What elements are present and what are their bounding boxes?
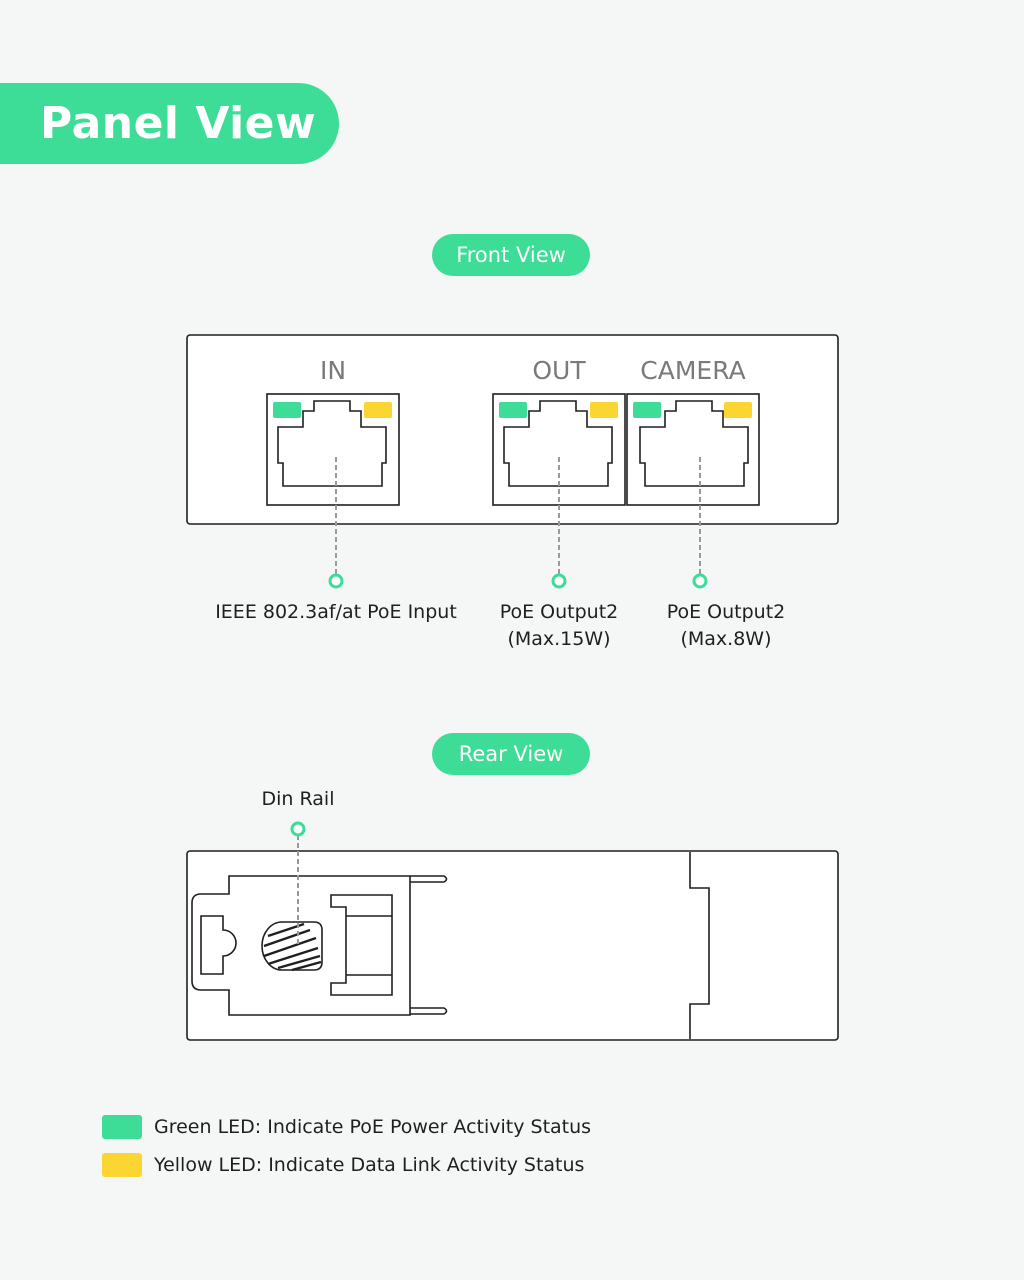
yellow-led: [364, 402, 392, 418]
green-led: [273, 402, 301, 418]
callout-in: IEEE 802.3af/at PoE Input: [215, 601, 457, 623]
rear-panel: [187, 788, 838, 1040]
legend-green-text: Green LED: Indicate PoE Power Activity Status: [154, 1116, 592, 1138]
port-camera-label: CAMERA: [640, 356, 746, 385]
green-led: [499, 402, 527, 418]
port-out-label: OUT: [532, 356, 586, 385]
din-rail-clip: [192, 876, 447, 1015]
yellow-led: [724, 402, 752, 418]
yellow-led: [590, 402, 618, 418]
rear-view-label: Rear View: [432, 733, 590, 775]
green-swatch: [102, 1115, 142, 1139]
legend-item-yellow: [102, 1152, 802, 1178]
port-camera: [627, 356, 759, 505]
section-title: Panel View: [40, 98, 317, 149]
port-in-label: IN: [319, 356, 347, 385]
callout-dot: [694, 575, 706, 587]
callout-dot: [553, 575, 565, 587]
callout-dot: [292, 823, 304, 835]
yellow-swatch: [102, 1153, 142, 1177]
callout-out-line2: (Max.15W): [507, 628, 611, 650]
callout-dot: [330, 575, 342, 587]
callout-camera-line2: (Max.8W): [680, 628, 772, 650]
callout-camera-line1: PoE Output2: [666, 601, 786, 623]
legend-yellow-text: Yellow LED: Indicate Data Link Activity Status: [154, 1154, 585, 1176]
front-view-label: Front View: [432, 234, 590, 276]
legend-item-green: [102, 1114, 802, 1140]
callout-out-line1: PoE Output2: [499, 601, 619, 623]
green-led: [633, 402, 661, 418]
callout-din-rail: Din Rail: [261, 788, 335, 810]
